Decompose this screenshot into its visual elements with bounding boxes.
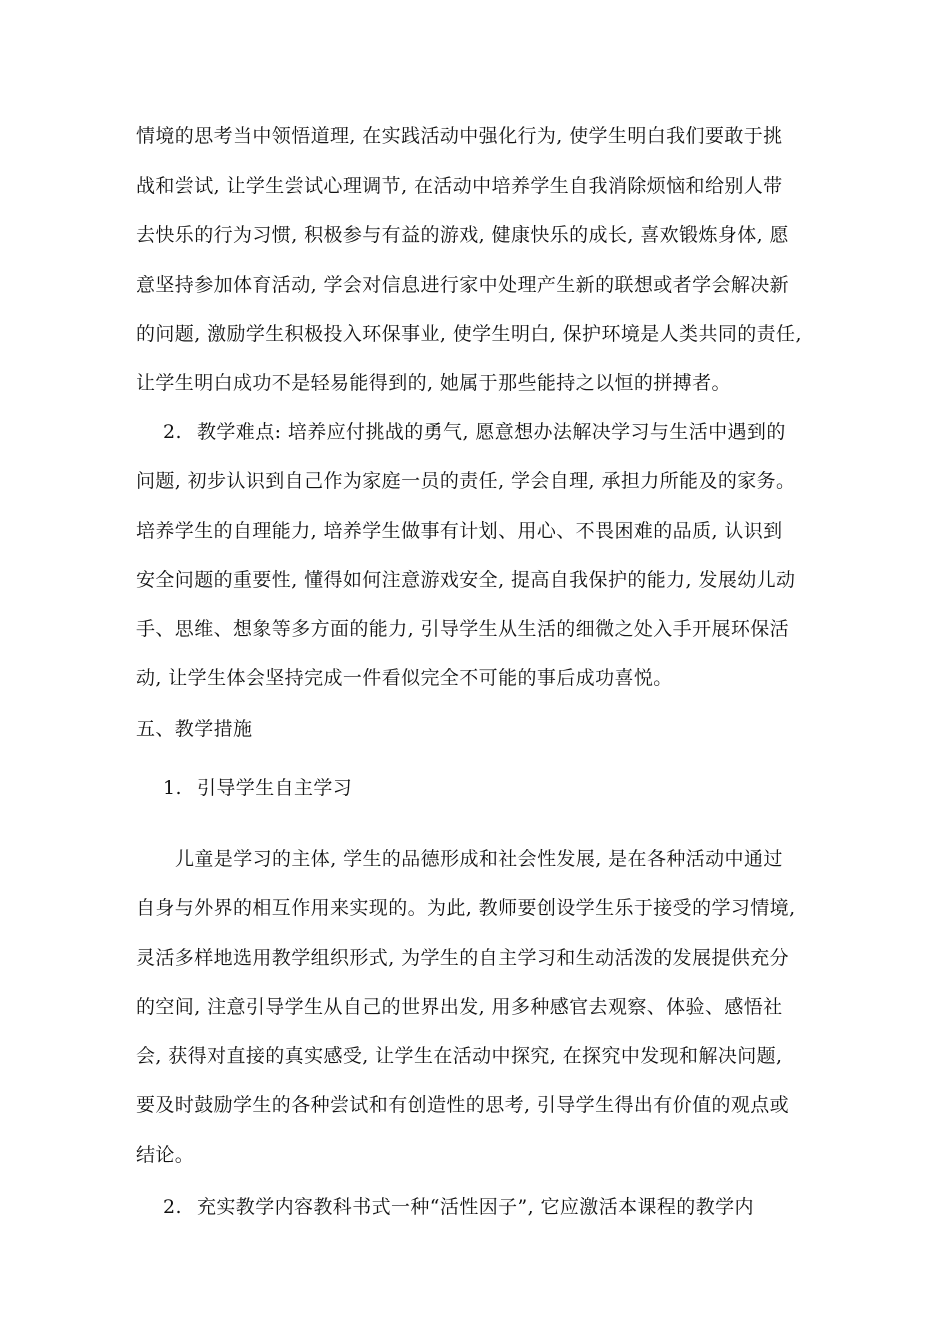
- body-line-10: 安全问题的重要性, 懂得如何注意游戏安全, 提高自我保护的能力, 发展幼儿动: [136, 569, 796, 591]
- list-item-text: 教学难点: 培养应付挑战的勇气, 愿意想办法解决学习与生活中遇到的: [197, 421, 786, 443]
- section-heading: 五、教学措施: [136, 718, 253, 740]
- list-item-teaching-difficulty: [163, 420, 816, 444]
- body-line-5: 的问题, 激励学生积极投入环保事业, 使学生明白, 保护环境是人类共同的责任,: [136, 323, 802, 345]
- body-line-8: 问题, 初步认识到自己作为家庭一员的责任, 学会自理, 承担力所能及的家务。: [136, 470, 796, 492]
- paragraph-line-1: 儿童是学习的主体, 学生的品德形成和社会性发展, 是在各种活动中通过: [175, 848, 783, 870]
- measure-heading-1: [163, 776, 816, 800]
- body-line-4: 意坚持参加体育活动, 学会对信息进行家中处理产生新的联想或者学会解决新: [136, 274, 790, 296]
- body-line-9: 培养学生的自理能力, 培养学生做事有计划、用心、不畏困难的品质, 认识到: [136, 520, 783, 542]
- paragraph-line-5: 会, 获得对直接的真实感受, 让学生在活动中探究, 在探究中发现和解决问题,: [136, 1045, 783, 1067]
- list-number: 2.: [163, 1196, 182, 1218]
- paragraph-line-7: 结论。: [136, 1144, 195, 1166]
- paragraph-line-3: 灵活多样地选用教学组织形式, 为学生的自主学习和生动活泼的发展提供充分: [136, 947, 790, 969]
- paragraph-line-2: 自身与外界的相互作用来实现的。为此, 教师要创设学生乐于接受的学习情境,: [136, 897, 796, 919]
- body-line-3: 去快乐的行为习惯, 积极参与有益的游戏, 健康快乐的成长, 喜欢锻炼身体, 愿: [136, 224, 789, 246]
- body-line-1: 情境的思考当中领悟道理, 在实践活动中强化行为, 使学生明白我们要敢于挑: [136, 125, 783, 147]
- list-number: 1.: [163, 777, 182, 799]
- body-line-11: 手、思维、想象等多方面的能力, 引导学生从生活的细微之处入手开展环保活: [136, 618, 790, 640]
- paragraph-line-6: 要及时鼓励学生的各种尝试和有创造性的思考, 引导学生得出有价值的观点或: [136, 1094, 790, 1116]
- list-number: 2.: [163, 421, 182, 443]
- body-line-6: 让学生明白成功不是轻易能得到的, 她属于那些能持之以恒的拼搏者。: [136, 372, 731, 394]
- measure-text: 充实教学内容教科书式一种“活性因子”, 它应激活本课程的教学内: [197, 1196, 754, 1218]
- body-line-12: 动, 让学生体会坚持完成一件看似完全不可能的事后成功喜悦。: [136, 667, 673, 689]
- body-line-2: 战和尝试, 让学生尝试心理调节, 在活动中培养学生自我消除烦恼和给别人带: [136, 175, 783, 197]
- paragraph-line-4: 的空间, 注意引导学生从自己的世界出发, 用多种感官去观察、体验、感悟社: [136, 996, 783, 1018]
- measure-heading-2: [163, 1195, 816, 1219]
- measure-title: 引导学生自主学习: [197, 777, 353, 799]
